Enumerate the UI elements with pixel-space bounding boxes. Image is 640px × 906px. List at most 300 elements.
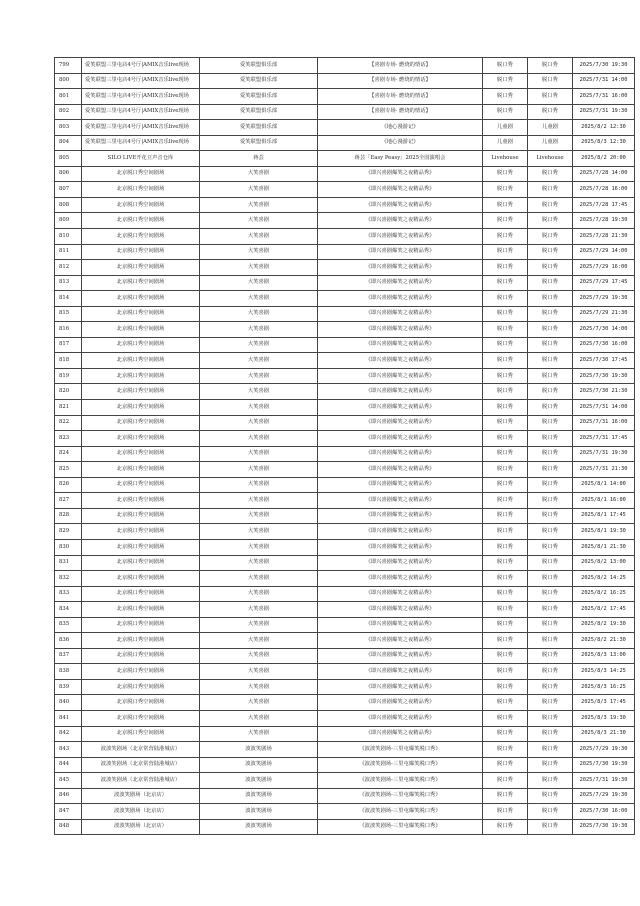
show-title-cell: 《即兴喜剧爆笑之夜精品秀》 [318,555,483,571]
showtime-cell: 2025/7/31 21:30 [573,462,635,478]
showtime-cell: 2025/8/3 21:30 [573,726,635,742]
table-row [55,291,635,307]
table-row [55,73,635,89]
subcategory-cell: 脱口秀 [528,571,573,587]
show-title-cell: 《即兴喜剧爆笑之夜精品秀》 [318,260,483,276]
row-number: 838 [55,664,82,680]
row-number: 841 [55,710,82,726]
organizer-cell: 大笑喜剧 [200,322,318,338]
organizer-cell: 蒋芸 [200,151,318,167]
table-row [55,120,635,136]
table-row [55,368,635,384]
show-title-cell: 《即兴喜剧爆笑之夜精品秀》 [318,213,483,229]
row-number: 813 [55,275,82,291]
table-row [55,679,635,695]
table-row [55,166,635,182]
category-cell: 脱口秀 [483,788,528,804]
show-title-cell: 《即兴喜剧爆笑之夜精品秀》 [318,679,483,695]
category-cell: 脱口秀 [483,695,528,711]
showtime-cell: 2025/7/30 19:30 [573,757,635,773]
row-number: 804 [55,135,82,151]
show-title-cell: 《波波笑剧场-三里屯爆笑脱口秀》 [318,757,483,773]
row-number: 821 [55,400,82,416]
showtime-cell: 2025/8/1 16:00 [573,493,635,509]
showtime-cell: 2025/8/1 19:30 [573,524,635,540]
show-title-cell: 《波波笑剧场-三里屯爆笑脱口秀》 [318,742,483,758]
subcategory-cell: 脱口秀 [528,602,573,618]
showtime-cell: 2025/8/3 13:00 [573,648,635,664]
venue-cell: 爱笑联盟三里屯店4号厅|AMIX音乐live现场 [82,89,200,105]
row-number: 815 [55,306,82,322]
table-row [55,415,635,431]
organizer-cell: 爱笑联盟俱乐部 [200,73,318,89]
showtime-cell: 2025/7/31 19:30 [573,446,635,462]
organizer-cell: 大笑喜剧 [200,306,318,322]
venue-cell: 北京脱口秀空间剧场 [82,229,200,245]
venue-cell: 北京脱口秀空间剧场 [82,446,200,462]
organizer-cell: 大笑喜剧 [200,679,318,695]
category-cell: 脱口秀 [483,679,528,695]
venue-cell: 北京脱口秀空间剧场 [82,493,200,509]
category-cell: 脱口秀 [483,353,528,369]
category-cell: 儿童剧 [483,135,528,151]
organizer-cell: 大笑喜剧 [200,400,318,416]
table-row [55,617,635,633]
table-row [55,58,635,74]
table-row [55,322,635,338]
showtime-cell: 2025/7/30 19:30 [573,58,635,74]
venue-cell: 波波笑剧场（北京常营陆港城店） [82,742,200,758]
show-title-cell: 《即兴喜剧爆笑之夜精品秀》 [318,477,483,493]
category-cell: 脱口秀 [483,555,528,571]
venue-cell: 北京脱口秀空间剧场 [82,524,200,540]
show-title-cell: 【喜剧专场· 燃烧的情话】 [318,104,483,120]
organizer-cell: 大笑喜剧 [200,617,318,633]
organizer-cell: 大笑喜剧 [200,539,318,555]
category-cell: 脱口秀 [483,633,528,649]
organizer-cell: 大笑喜剧 [200,571,318,587]
category-cell: 脱口秀 [483,229,528,245]
subcategory-cell: 脱口秀 [528,291,573,307]
organizer-cell: 大笑喜剧 [200,229,318,245]
show-title-cell: 《即兴喜剧爆笑之夜精品秀》 [318,462,483,478]
row-number: 820 [55,384,82,400]
subcategory-cell: 脱口秀 [528,710,573,726]
venue-cell: 北京脱口秀空间剧场 [82,571,200,587]
category-cell: 脱口秀 [483,648,528,664]
category-cell: 脱口秀 [483,586,528,602]
row-number: 803 [55,120,82,136]
category-cell: 脱口秀 [483,757,528,773]
table-row [55,446,635,462]
table-row [55,648,635,664]
table-row [55,633,635,649]
row-number: 817 [55,337,82,353]
venue-cell: 北京脱口秀空间剧场 [82,648,200,664]
category-cell: 脱口秀 [483,89,528,105]
venue-cell: 爱笑联盟三里屯店4号厅|AMIX音乐live现场 [82,120,200,136]
showtime-cell: 2025/7/30 21:30 [573,384,635,400]
showtime-cell: 2025/8/3 17:45 [573,695,635,711]
venue-cell: 波波笑剧场（北京店） [82,819,200,835]
table-row [55,104,635,120]
category-cell: 脱口秀 [483,368,528,384]
venue-cell: 北京脱口秀空间剧场 [82,462,200,478]
show-title-cell: 《即兴喜剧爆笑之夜精品秀》 [318,291,483,307]
subcategory-cell: 脱口秀 [528,182,573,198]
subcategory-cell: 脱口秀 [528,633,573,649]
table-row [55,493,635,509]
organizer-cell: 大笑喜剧 [200,353,318,369]
table-row [55,353,635,369]
organizer-cell: 波波笑剧场 [200,788,318,804]
category-cell: 儿童剧 [483,120,528,136]
table-row [55,586,635,602]
show-title-cell: 《即兴喜剧爆笑之夜精品秀》 [318,384,483,400]
subcategory-cell: 脱口秀 [528,73,573,89]
organizer-cell: 大笑喜剧 [200,197,318,213]
row-number: 825 [55,462,82,478]
row-number: 812 [55,260,82,276]
showtime-cell: 2025/7/30 16:00 [573,804,635,820]
subcategory-cell: 脱口秀 [528,648,573,664]
showtime-cell: 2025/7/28 21:30 [573,229,635,245]
subcategory-cell: 脱口秀 [528,337,573,353]
venue-cell: 北京脱口秀空间剧场 [82,353,200,369]
category-cell: 脱口秀 [483,804,528,820]
organizer-cell: 大笑喜剧 [200,648,318,664]
row-number: 847 [55,804,82,820]
category-cell: 脱口秀 [483,524,528,540]
venue-cell: 北京脱口秀空间剧场 [82,539,200,555]
subcategory-cell: 脱口秀 [528,104,573,120]
venue-cell: 波波笑剧场（北京店） [82,788,200,804]
organizer-cell: 大笑喜剧 [200,431,318,447]
show-title-cell: 《即兴喜剧爆笑之夜精品秀》 [318,415,483,431]
subcategory-cell: 脱口秀 [528,353,573,369]
venue-cell: 北京脱口秀空间剧场 [82,508,200,524]
showtime-cell: 2025/8/2 20:00 [573,151,635,167]
show-title-cell: 《即兴喜剧爆笑之夜精品秀》 [318,710,483,726]
organizer-cell: 大笑喜剧 [200,275,318,291]
venue-cell: 北京脱口秀空间剧场 [82,679,200,695]
row-number: 834 [55,602,82,618]
organizer-cell: 大笑喜剧 [200,602,318,618]
show-title-cell: 《即兴喜剧爆笑之夜精品秀》 [318,275,483,291]
showtime-cell: 2025/7/31 14:00 [573,400,635,416]
row-number: 801 [55,89,82,105]
organizer-cell: 大笑喜剧 [200,726,318,742]
category-cell: 脱口秀 [483,306,528,322]
showtime-cell: 2025/7/30 16:00 [573,337,635,353]
table-row [55,135,635,151]
table-row [55,477,635,493]
table-row [55,508,635,524]
table-row [55,571,635,587]
table-row [55,742,635,758]
showtime-cell: 2025/8/3 14:25 [573,664,635,680]
category-cell: 脱口秀 [483,602,528,618]
table-row [55,244,635,260]
show-title-cell: 《波波笑剧场-三里屯爆笑脱口秀》 [318,804,483,820]
venue-cell: 北京脱口秀空间剧场 [82,602,200,618]
show-title-cell: 《即兴喜剧爆笑之夜精品秀》 [318,524,483,540]
row-number: 814 [55,291,82,307]
show-title-cell: 《波波笑剧场-三里屯爆笑脱口秀》 [318,819,483,835]
organizer-cell: 大笑喜剧 [200,664,318,680]
show-title-cell: 【喜剧专场· 燃烧的情话】 [318,73,483,89]
show-title-cell: 《地心漫游记》 [318,135,483,151]
subcategory-cell: 脱口秀 [528,788,573,804]
venue-cell: 北京脱口秀空间剧场 [82,633,200,649]
showtime-cell: 2025/7/31 19:30 [573,104,635,120]
showtime-cell: 2025/8/2 16:25 [573,586,635,602]
subcategory-cell: 脱口秀 [528,726,573,742]
subcategory-cell: 儿童剧 [528,135,573,151]
organizer-cell: 大笑喜剧 [200,695,318,711]
row-number: 808 [55,197,82,213]
table-row [55,229,635,245]
row-number: 809 [55,213,82,229]
venue-cell: SILO LIVE开花豆声音仓库 [82,151,200,167]
show-title-cell: 【喜剧专场· 燃烧的情话】 [318,58,483,74]
show-title-cell: 《即兴喜剧爆笑之夜精品秀》 [318,368,483,384]
row-number: 843 [55,742,82,758]
showtime-cell: 2025/7/31 19:30 [573,773,635,789]
organizer-cell: 大笑喜剧 [200,633,318,649]
showtime-cell: 2025/7/30 19:30 [573,368,635,384]
venue-cell: 北京脱口秀空间剧场 [82,710,200,726]
show-title-cell: 《即兴喜剧爆笑之夜精品秀》 [318,508,483,524]
organizer-cell: 爱笑联盟俱乐部 [200,104,318,120]
showtime-cell: 2025/8/2 21:30 [573,633,635,649]
row-number: 805 [55,151,82,167]
row-number: 811 [55,244,82,260]
table-row [55,384,635,400]
showtime-cell: 2025/7/31 17:45 [573,431,635,447]
subcategory-cell: 脱口秀 [528,197,573,213]
organizer-cell: 大笑喜剧 [200,415,318,431]
show-title-cell: 《即兴喜剧爆笑之夜精品秀》 [318,664,483,680]
subcategory-cell: 脱口秀 [528,244,573,260]
row-number: 837 [55,648,82,664]
subcategory-cell: 脱口秀 [528,384,573,400]
showtime-cell: 2025/7/31 16:00 [573,89,635,105]
showtime-cell: 2025/7/29 19:30 [573,788,635,804]
showtime-cell: 2025/7/28 17:45 [573,197,635,213]
category-cell: 脱口秀 [483,571,528,587]
category-cell: 脱口秀 [483,539,528,555]
performance-schedule-table [54,57,635,835]
category-cell: 脱口秀 [483,291,528,307]
show-title-cell: 《即兴喜剧爆笑之夜精品秀》 [318,322,483,338]
venue-cell: 北京脱口秀空间剧场 [82,726,200,742]
row-number: 823 [55,431,82,447]
subcategory-cell: 脱口秀 [528,275,573,291]
venue-cell: 波波笑剧场（北京常营陆港城店） [82,773,200,789]
organizer-cell: 波波笑剧场 [200,742,318,758]
table-row [55,804,635,820]
venue-cell: 波波笑剧场（北京常营陆港城店） [82,757,200,773]
show-title-cell: 《即兴喜剧爆笑之夜精品秀》 [318,695,483,711]
organizer-cell: 爱笑联盟俱乐部 [200,89,318,105]
row-number: 827 [55,493,82,509]
row-number: 844 [55,757,82,773]
category-cell: 脱口秀 [483,819,528,835]
venue-cell: 北京脱口秀空间剧场 [82,197,200,213]
organizer-cell: 大笑喜剧 [200,213,318,229]
table-row [55,337,635,353]
show-title-cell: 《即兴喜剧爆笑之夜精品秀》 [318,353,483,369]
category-cell: 脱口秀 [483,213,528,229]
venue-cell: 北京脱口秀空间剧场 [82,477,200,493]
show-title-cell: 《即兴喜剧爆笑之夜精品秀》 [318,617,483,633]
subcategory-cell: 脱口秀 [528,679,573,695]
show-title-cell: 《即兴喜剧爆笑之夜精品秀》 [318,633,483,649]
category-cell: 脱口秀 [483,446,528,462]
showtime-cell: 2025/7/31 14:00 [573,73,635,89]
showtime-cell: 2025/8/2 19:30 [573,617,635,633]
category-cell: 脱口秀 [483,493,528,509]
row-number: 807 [55,182,82,198]
subcategory-cell: 脱口秀 [528,260,573,276]
show-title-cell: 《即兴喜剧爆笑之夜精品秀》 [318,431,483,447]
showtime-cell: 2025/7/30 17:45 [573,353,635,369]
showtime-cell: 2025/7/29 19:30 [573,291,635,307]
table-body [55,58,635,835]
category-cell: 脱口秀 [483,275,528,291]
category-cell: 脱口秀 [483,322,528,338]
venue-cell: 爱笑联盟三里屯店4号厅|AMIX音乐live现场 [82,135,200,151]
subcategory-cell: 脱口秀 [528,368,573,384]
table-row [55,726,635,742]
category-cell: 脱口秀 [483,710,528,726]
row-number: 845 [55,773,82,789]
category-cell: 脱口秀 [483,260,528,276]
category-cell: 脱口秀 [483,462,528,478]
showtime-cell: 2025/7/31 16:00 [573,415,635,431]
subcategory-cell: 脱口秀 [528,306,573,322]
show-title-cell: 《即兴喜剧爆笑之夜精品秀》 [318,244,483,260]
organizer-cell: 大笑喜剧 [200,477,318,493]
row-number: 806 [55,166,82,182]
table-row [55,524,635,540]
venue-cell: 北京脱口秀空间剧场 [82,306,200,322]
show-title-cell: 《即兴喜剧爆笑之夜精品秀》 [318,446,483,462]
category-cell: 脱口秀 [483,182,528,198]
category-cell: Livehouse [483,151,528,167]
row-number: 839 [55,679,82,695]
subcategory-cell: 脱口秀 [528,400,573,416]
subcategory-cell: 儿童剧 [528,120,573,136]
table-row [55,151,635,167]
show-title-cell: 《即兴喜剧爆笑之夜精品秀》 [318,306,483,322]
subcategory-cell: 脱口秀 [528,555,573,571]
venue-cell: 北京脱口秀空间剧场 [82,275,200,291]
table-row [55,197,635,213]
showtime-cell: 2025/8/1 14:00 [573,477,635,493]
table-row [55,260,635,276]
organizer-cell: 大笑喜剧 [200,446,318,462]
organizer-cell: 波波笑剧场 [200,757,318,773]
showtime-cell: 2025/7/29 16:00 [573,260,635,276]
showtime-cell: 2025/7/30 14:00 [573,322,635,338]
subcategory-cell: 脱口秀 [528,431,573,447]
subcategory-cell: 脱口秀 [528,322,573,338]
table-row [55,555,635,571]
row-number: 840 [55,695,82,711]
show-title-cell: 《即兴喜剧爆笑之夜精品秀》 [318,586,483,602]
row-number: 828 [55,508,82,524]
venue-cell: 北京脱口秀空间剧场 [82,166,200,182]
category-cell: 脱口秀 [483,104,528,120]
venue-cell: 北京脱口秀空间剧场 [82,695,200,711]
category-cell: 脱口秀 [483,773,528,789]
organizer-cell: 大笑喜剧 [200,493,318,509]
organizer-cell: 爱笑联盟俱乐部 [200,120,318,136]
showtime-cell: 2025/8/2 17:45 [573,602,635,618]
row-number: 836 [55,633,82,649]
organizer-cell: 大笑喜剧 [200,337,318,353]
venue-cell: 北京脱口秀空间剧场 [82,431,200,447]
category-cell: 脱口秀 [483,400,528,416]
subcategory-cell: 脱口秀 [528,415,573,431]
table-row [55,213,635,229]
organizer-cell: 大笑喜剧 [200,260,318,276]
category-cell: 脱口秀 [483,742,528,758]
row-number: 822 [55,415,82,431]
show-title-cell: 【喜剧专场· 燃烧的情话】 [318,89,483,105]
subcategory-cell: 脱口秀 [528,477,573,493]
showtime-cell: 2025/7/29 19:30 [573,742,635,758]
organizer-cell: 波波笑剧场 [200,819,318,835]
category-cell: 脱口秀 [483,166,528,182]
subcategory-cell: 脱口秀 [528,229,573,245]
venue-cell: 北京脱口秀空间剧场 [82,244,200,260]
show-title-cell: 《即兴喜剧爆笑之夜精品秀》 [318,229,483,245]
table-row [55,431,635,447]
show-title-cell: 《即兴喜剧爆笑之夜精品秀》 [318,648,483,664]
row-number: 842 [55,726,82,742]
showtime-cell: 2025/7/28 19:30 [573,213,635,229]
category-cell: 脱口秀 [483,664,528,680]
category-cell: 脱口秀 [483,58,528,74]
subcategory-cell: 脱口秀 [528,508,573,524]
subcategory-cell: 脱口秀 [528,462,573,478]
organizer-cell: 波波笑剧场 [200,804,318,820]
subcategory-cell: 脱口秀 [528,166,573,182]
venue-cell: 北京脱口秀空间剧场 [82,664,200,680]
table-row [55,788,635,804]
show-title-cell: 《即兴喜剧爆笑之夜精品秀》 [318,726,483,742]
table-row [55,400,635,416]
subcategory-cell: 脱口秀 [528,446,573,462]
row-number: 833 [55,586,82,602]
organizer-cell: 大笑喜剧 [200,384,318,400]
row-number: 846 [55,788,82,804]
organizer-cell: 大笑喜剧 [200,508,318,524]
table-row [55,773,635,789]
venue-cell: 北京脱口秀空间剧场 [82,322,200,338]
showtime-cell: 2025/8/2 14:25 [573,571,635,587]
category-cell: 脱口秀 [483,415,528,431]
showtime-cell: 2025/7/28 14:00 [573,166,635,182]
row-number: 810 [55,229,82,245]
venue-cell: 北京脱口秀空间剧场 [82,415,200,431]
showtime-cell: 2025/8/1 17:45 [573,508,635,524]
subcategory-cell: 脱口秀 [528,586,573,602]
subcategory-cell: 脱口秀 [528,664,573,680]
